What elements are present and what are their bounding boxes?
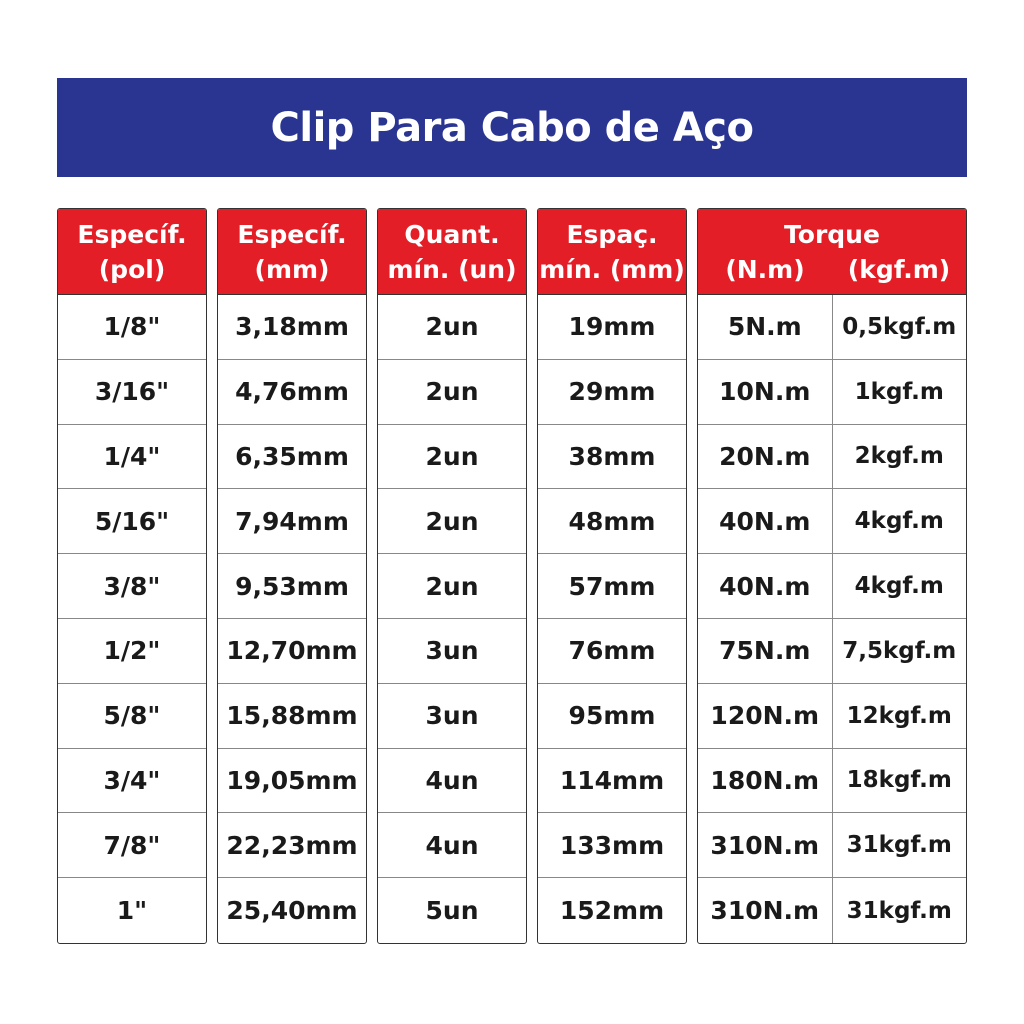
table-cell: 3un bbox=[378, 684, 526, 749]
table-cell: 5/16" bbox=[58, 489, 206, 554]
column-header-spec-mm: Específ. (mm) bbox=[218, 209, 366, 295]
table-row bbox=[698, 878, 966, 943]
table-cell: 6,35mm bbox=[218, 425, 366, 490]
table-cell: 152mm bbox=[559, 896, 665, 926]
table-cell: 1" bbox=[116, 896, 148, 926]
torque-nm-cell: 180N.m bbox=[698, 749, 833, 813]
table-cell: 7/8" bbox=[58, 813, 206, 878]
table-cell: 4un bbox=[378, 813, 526, 878]
table-cell: 2un bbox=[378, 425, 526, 490]
table-row bbox=[698, 489, 966, 554]
column-header-torque: Torque (N.m) (kgf.m) bbox=[698, 209, 966, 295]
table-cell: 5un bbox=[425, 896, 479, 926]
table-row bbox=[698, 619, 966, 684]
table-cell: 1/8" bbox=[58, 295, 206, 360]
table-cell: 48mm bbox=[538, 489, 686, 554]
table-cell: 2un bbox=[378, 295, 526, 360]
column-min-spacing bbox=[537, 208, 687, 944]
table-cell: 133mm bbox=[538, 813, 686, 878]
table-cell: 12,70mm bbox=[218, 619, 366, 684]
table-cell: 29mm bbox=[538, 360, 686, 425]
column-header-min-quantity: Quant. mín. (un) bbox=[378, 209, 526, 295]
table-cell: 3/16" bbox=[58, 360, 206, 425]
page-title: Clip Para Cabo de Aço bbox=[270, 104, 754, 151]
column-header-spec-pol: Específ. (pol) bbox=[58, 209, 206, 295]
table-row bbox=[698, 554, 966, 619]
torque-kgfm-cell: 12kgf.m bbox=[846, 702, 952, 729]
table-cell: 1/4" bbox=[58, 425, 206, 490]
column-torque bbox=[697, 208, 967, 944]
table-row bbox=[698, 684, 966, 749]
torque-sub-kgfm: (kgf.m) bbox=[847, 254, 951, 284]
table-cell: 3/8" bbox=[58, 554, 206, 619]
torque-nm-cell: 5N.m bbox=[698, 295, 833, 359]
table-cell: 2un bbox=[378, 489, 526, 554]
table-row bbox=[698, 813, 966, 878]
table-row bbox=[698, 360, 966, 425]
table-cell: 25,40mm bbox=[226, 896, 358, 926]
table-cell: 15,88mm bbox=[218, 684, 366, 749]
table-cell: 1/2" bbox=[58, 619, 206, 684]
table-cell: 4,76mm bbox=[218, 360, 366, 425]
torque-kgfm-cell: 7,5kgf.m bbox=[842, 637, 957, 664]
torque-kgfm-cell: 0,5kgf.m bbox=[842, 313, 957, 340]
torque-sub-nm: (N.m) bbox=[725, 254, 805, 284]
column-spec-pol bbox=[57, 208, 207, 944]
torque-kgfm-cell: 31kgf.m bbox=[846, 897, 952, 924]
torque-nm-cell: 310N.m bbox=[698, 878, 833, 943]
table-cell: 19,05mm bbox=[218, 749, 366, 814]
torque-kgfm-cell: 4kgf.m bbox=[854, 573, 944, 600]
table-cell: 9,53mm bbox=[218, 554, 366, 619]
title-banner bbox=[57, 78, 967, 177]
torque-nm-cell: 20N.m bbox=[698, 425, 833, 489]
table-cell: 76mm bbox=[538, 619, 686, 684]
torque-nm-cell: 75N.m bbox=[698, 619, 833, 683]
table-cell: 114mm bbox=[538, 749, 686, 814]
table-cell: 22,23mm bbox=[218, 813, 366, 878]
table-cell: 3/4" bbox=[58, 749, 206, 814]
torque-kgfm-cell: 1kgf.m bbox=[854, 378, 944, 405]
torque-nm-cell: 310N.m bbox=[698, 813, 833, 877]
torque-kgfm-cell: 18kgf.m bbox=[846, 767, 952, 794]
table-cell: 95mm bbox=[538, 684, 686, 749]
column-spec-mm bbox=[217, 208, 367, 944]
torque-kgfm-cell: 2kgf.m bbox=[854, 443, 944, 470]
table-cell: 19mm bbox=[538, 295, 686, 360]
table-cell: 2un bbox=[378, 554, 526, 619]
table-cell: 7,94mm bbox=[218, 489, 366, 554]
torque-kgfm-cell: 4kgf.m bbox=[854, 508, 944, 535]
torque-nm-cell: 40N.m bbox=[698, 489, 833, 553]
torque-kgfm-cell: 31kgf.m bbox=[846, 832, 952, 859]
torque-nm-cell: 120N.m bbox=[698, 684, 833, 748]
table-cell: 38mm bbox=[538, 425, 686, 490]
column-header-min-spacing: Espaç. mín. (mm) bbox=[538, 209, 686, 295]
table-cell: 3,18mm bbox=[218, 295, 366, 360]
table-cell: 4un bbox=[378, 749, 526, 814]
table-row bbox=[698, 295, 966, 360]
table-cell: 2un bbox=[378, 360, 526, 425]
table-cell: 5/8" bbox=[58, 684, 206, 749]
table-cell: 3un bbox=[378, 619, 526, 684]
torque-nm-cell: 10N.m bbox=[698, 360, 833, 424]
torque-nm-cell: 40N.m bbox=[698, 554, 833, 618]
table-row bbox=[698, 749, 966, 814]
table-cell: 57mm bbox=[538, 554, 686, 619]
column-min-quantity bbox=[377, 208, 527, 944]
table-row bbox=[698, 425, 966, 490]
